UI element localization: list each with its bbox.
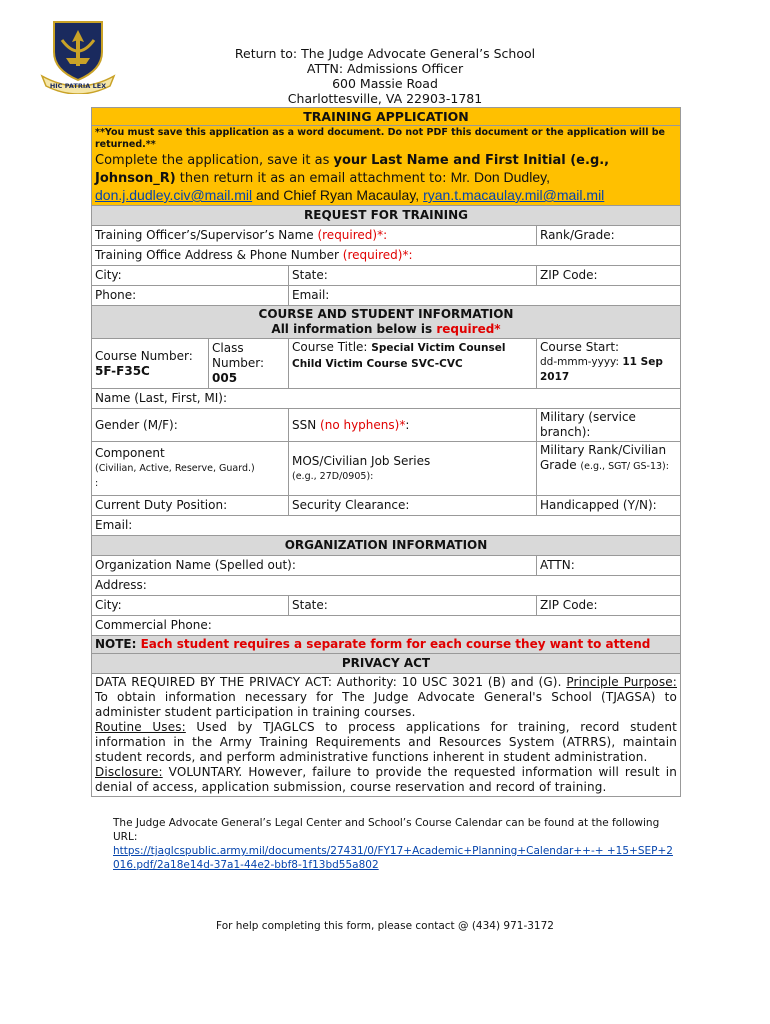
- field-label: Component: [95, 446, 165, 460]
- instructions-cell: [92, 126, 681, 206]
- address-line: ATTN: Admissions Officer: [306, 61, 464, 76]
- training-application-title: TRAINING APPLICATION: [92, 108, 681, 126]
- required-marker: *:: [377, 228, 388, 242]
- class-number-value: 005: [212, 371, 238, 385]
- email-field[interactable]: Email:: [289, 286, 681, 306]
- mos-hint: (e.g., 27D/0905):: [292, 470, 374, 482]
- note-banner: [92, 636, 681, 654]
- privacy-text: Used by TJAGLCS to process applications for training, record student information in the Army Training Requirements and Resources System (ATRRS), maintain student records, and perform administrative functions inherent in student administration.: [95, 720, 677, 764]
- zip-field[interactable]: ZIP Code:: [537, 266, 681, 286]
- military-rank-field[interactable]: [537, 442, 681, 496]
- mos-field[interactable]: [289, 442, 537, 496]
- course-start-field[interactable]: [537, 339, 681, 389]
- field-label: SSN: [292, 417, 321, 432]
- phone-field[interactable]: Phone:: [92, 286, 289, 306]
- course-title-field[interactable]: [289, 339, 537, 389]
- privacy-act-text: [92, 674, 681, 797]
- course-start-value: 11 Sep 2017: [540, 356, 663, 383]
- component-hint: (Civilian, Active, Reserve, Guard.): [95, 463, 255, 474]
- attn-field[interactable]: ATTN:: [537, 556, 681, 576]
- contact-name: Mr. Don Dudley,: [450, 169, 550, 185]
- required-marker: required*: [436, 322, 501, 336]
- ssn-field[interactable]: [289, 409, 537, 442]
- svg-text:HIC PATRIA LEX: HIC PATRIA LEX: [49, 82, 107, 90]
- address-line: 600 Massie Road: [332, 76, 438, 91]
- field-label: :: [95, 478, 99, 489]
- required-marker: (required): [342, 248, 403, 262]
- organization-name-field[interactable]: Organization Name (Spelled out):: [92, 556, 537, 576]
- instructions: [95, 153, 677, 187]
- handicapped-field[interactable]: Handicapped (Y/N):: [537, 496, 681, 516]
- calendar-link[interactable]: https://tjaglcspublic.army.mil/documents/27431/0/FY17+Academic+Planning+Calendar++-+ +15+SEP+2016.pdf/2a18e14d-37a1-44e2-bbf8-1f13bd55a802: [113, 845, 673, 871]
- section-header-privacy: PRIVACY ACT: [92, 654, 681, 674]
- required-marker: (no hyphens)*: [320, 417, 406, 432]
- date-format-hint: dd-mmm-yyyy:: [540, 356, 623, 368]
- calendar-text: The Judge Advocate General’s Legal Center and School’s Course Calendar can be found at the following URL:: [113, 817, 660, 843]
- address-line: Return to: The Judge Advocate General’s School: [234, 46, 536, 61]
- privacy-label: Routine Uses:: [95, 720, 186, 734]
- component-field[interactable]: [92, 442, 289, 496]
- commercial-phone-field[interactable]: Commercial Phone:: [92, 616, 681, 636]
- required-marker: *:: [402, 248, 413, 262]
- section-header-request: REQUEST FOR TRAINING: [92, 206, 681, 226]
- course-title-value: Special Victim Counsel Child Victim Course SVC-CVC: [292, 342, 506, 370]
- contact-emails: [95, 187, 677, 204]
- course-calendar-info: [113, 816, 673, 872]
- org-city-field[interactable]: City:: [92, 596, 289, 616]
- field-label: Course Start:: [540, 340, 620, 354]
- privacy-text: VOLUNTARY. However, failure to provide the requested information will result in denial of access, application submission, course reservation and record of training.: [95, 765, 677, 794]
- field-label: Training Officer’s/Supervisor’s Name: [95, 228, 318, 242]
- state-field[interactable]: State:: [289, 266, 537, 286]
- note-label: NOTE:: [95, 637, 141, 651]
- address-line: Charlottesville, VA 22903-1781: [287, 91, 483, 106]
- privacy-text: To obtain information necessary for The Judge Advocate General's School (TJAGSA) to administer student participation in training courses.: [95, 690, 677, 719]
- subtitle-text: All information below is: [271, 322, 437, 336]
- officer-name-field[interactable]: [92, 226, 537, 246]
- student-email-field[interactable]: Email:: [92, 516, 681, 536]
- office-address-field[interactable]: [92, 246, 681, 266]
- required-marker: (required): [317, 228, 378, 242]
- military-branch-field[interactable]: Military (service branch):: [537, 409, 681, 442]
- field-label: MOS/Civilian Job Series: [292, 453, 431, 468]
- privacy-authority: DATA REQUIRED BY THE PRIVACY ACT: Authority: 10 USC 3021 (B) and (G).: [95, 675, 567, 689]
- jag-corps-crest-icon: [40, 18, 116, 94]
- field-label: Course Title:: [292, 340, 372, 354]
- rank-grade-field[interactable]: Rank/Grade:: [537, 226, 681, 246]
- course-number-value: 5F-F35C: [95, 363, 150, 378]
- field-label: :: [405, 417, 410, 432]
- email-link-dudley[interactable]: don.j.dudley.civ@mail.mil: [95, 187, 253, 203]
- return-address: [200, 46, 570, 106]
- instruction-text: then return it as an email attachment to:: [175, 171, 451, 186]
- save-warning: **You must save this application as a word document. Do not PDF this document or the application will be returned.**: [95, 127, 665, 150]
- field-label: Military Rank/Civilian Grade: [540, 443, 667, 472]
- section-subtitle: [95, 322, 677, 337]
- field-label: Course Number:: [95, 348, 193, 363]
- security-clearance-field[interactable]: Security Clearance:: [289, 496, 537, 516]
- note-text: Each student requires a separate form for each course they want to attend: [140, 637, 651, 651]
- gender-field[interactable]: Gender (M/F):: [92, 409, 289, 442]
- instruction-text: Complete the application, save it as: [95, 153, 334, 168]
- rank-hint: (e.g., SGT/ GS-13):: [580, 461, 669, 472]
- privacy-label: Disclosure:: [95, 765, 163, 779]
- student-name-field[interactable]: Name (Last, First, MI):: [92, 389, 681, 409]
- course-number-field[interactable]: [92, 339, 209, 389]
- duty-position-field[interactable]: Current Duty Position:: [92, 496, 289, 516]
- field-label: Training Office Address & Phone Number: [95, 248, 343, 262]
- contact-text: and Chief Ryan Macaulay,: [252, 187, 424, 203]
- filename-format: your Last Name and First Initial (e.g., Johnson_R): [95, 153, 610, 186]
- org-address-field[interactable]: Address:: [92, 576, 681, 596]
- privacy-label: Principle Purpose:: [566, 675, 677, 689]
- city-field[interactable]: City:: [92, 266, 289, 286]
- org-state-field[interactable]: State:: [289, 596, 537, 616]
- field-label: Class Number:: [212, 341, 265, 370]
- application-form: [91, 107, 681, 797]
- help-contact: For help completing this form, please contact @ (434) 971-3172: [216, 920, 554, 932]
- org-zip-field[interactable]: ZIP Code:: [537, 596, 681, 616]
- section-header-course: [92, 306, 681, 339]
- section-header-organization: ORGANIZATION INFORMATION: [92, 536, 681, 556]
- class-number-field[interactable]: [209, 339, 289, 389]
- email-link-macaulay[interactable]: ryan.t.macaulay.mil@mail.mil: [423, 187, 605, 203]
- section-title: COURSE AND STUDENT INFORMATION: [258, 307, 514, 321]
